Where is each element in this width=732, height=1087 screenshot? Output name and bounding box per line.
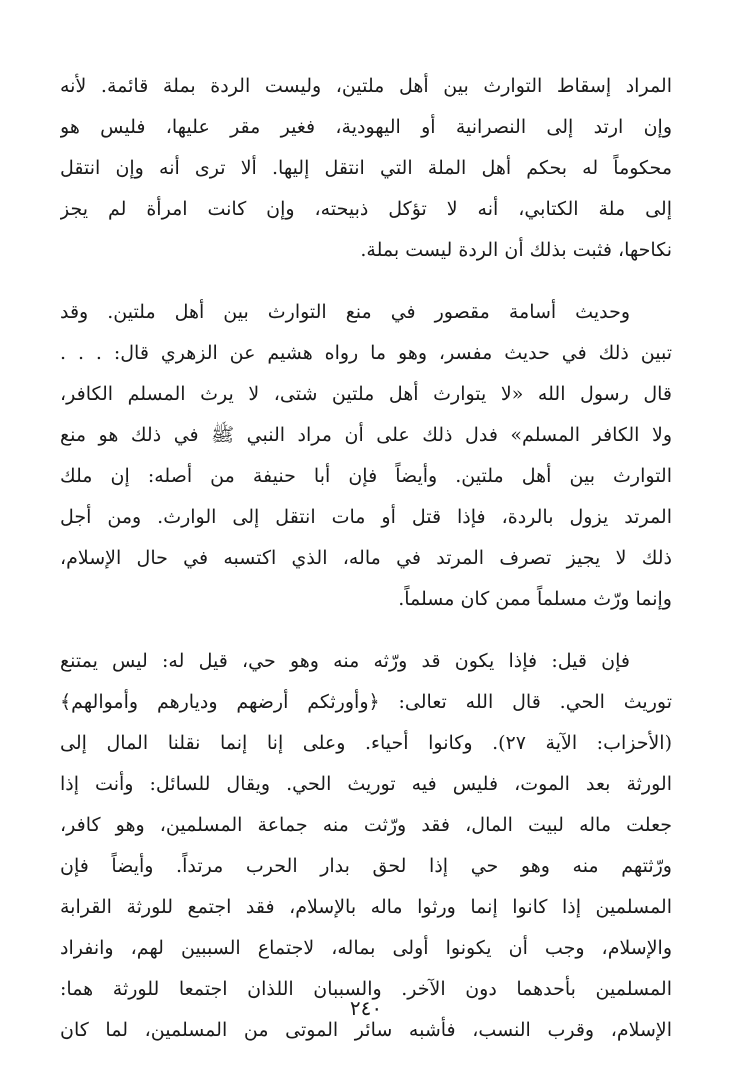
text-line: نكاحها، فثبت بذلك أن الردة ليست بملة. bbox=[360, 239, 672, 261]
text-line: فإن قيل: فإذا يكون قد ورّثه منه وهو حي، قيل له: ليس يمتنع bbox=[60, 650, 630, 672]
paragraph-2 bbox=[60, 292, 672, 620]
text-line: الإسلام، وقرب النسب، فأشبه سائر الموتى من المسلمين، لما كان bbox=[60, 1019, 672, 1041]
text-line: الورثة بعد الموت، فليس فيه توريث الحي. ويقال للسائل: وأنت إذا bbox=[60, 773, 672, 795]
page-body bbox=[60, 66, 672, 1051]
text-line: إلى ملة الكتابي، أنه لا تؤكل ذبيحته، وإن كانت امرأة لم يجز bbox=[60, 198, 672, 220]
text-line: وإن ارتد إلى النصرانية أو اليهودية، فغير مقر عليها، فليس هو bbox=[60, 116, 672, 138]
text-line: التوارث بين أهل ملتين. وأيضاً فإن أبا حنيفة من أصله: إن ملك bbox=[60, 465, 672, 487]
text-line: جعلت ماله لبيت المال، فقد ورّثت منه جماعة المسلمين، وهو كافر، bbox=[60, 814, 672, 836]
text-line: تبين ذلك في حديث مفسر، وهو ما رواه هشيم عن الزهري قال: . . . bbox=[60, 342, 672, 364]
text-line: المسلمين بأحدهما دون الآخر. والسببان اللذان اجتمعا للورثة هما: bbox=[60, 978, 672, 1000]
paragraph-3 bbox=[60, 641, 672, 1051]
text-line: وحديث أسامة مقصور في منع التوارث بين أهل ملتين. وقد bbox=[60, 301, 630, 323]
text-line: ذلك لا يجيز تصرف المرتد في ماله، الذي اكتسبه في حال الإسلام، bbox=[60, 547, 672, 569]
text-line: والإسلام، وجب أن يكونوا أولى بماله، لاجتماع السببين لهم، وانفراد bbox=[60, 937, 672, 959]
text-line: محكوماً له بحكم أهل الملة التي انتقل إليها. ألا ترى أنه وإن انتقل bbox=[60, 157, 672, 179]
text-line: (الأحزاب: الآية ٢٧). وكانوا أحياء. وعلى إنا إنما نقلنا المال إلى bbox=[60, 732, 672, 754]
text-line: المراد إسقاط التوارث بين أهل ملتين، وليست الردة بملة قائمة. لأنه bbox=[60, 75, 672, 97]
text-line: المسلمين إذا كانوا إنما ورثوا ماله بالإسلام، فقد اجتمع للورثة القرابة bbox=[60, 896, 672, 918]
text-line: ورّثتهم منه وهو حي إذا لحق بدار الحرب مرتداً. وأيضاً فإن bbox=[60, 855, 672, 877]
text-line: المرتد يزول بالردة، فإذا قتل أو مات انتقل إلى الوارث. ومن أجل bbox=[60, 506, 672, 528]
page-number: ٢٤٠ bbox=[349, 996, 383, 1020]
text-line: وإنما ورّث مسلماً ممن كان مسلماً. bbox=[398, 588, 672, 610]
text-line: قال رسول الله «لا يتوارث أهل ملتين شتى، لا يرث المسلم الكافر، bbox=[60, 383, 672, 405]
paragraph-1 bbox=[60, 66, 672, 271]
text-line: توريث الحي. قال الله تعالى: ﴿وأورثكم أرضهم وديارهم وأموالهم﴾ bbox=[60, 691, 672, 713]
text-line: ولا الكافر المسلم» فدل ذلك على أن مراد النبي ﷺ في ذلك هو منع bbox=[60, 424, 672, 446]
